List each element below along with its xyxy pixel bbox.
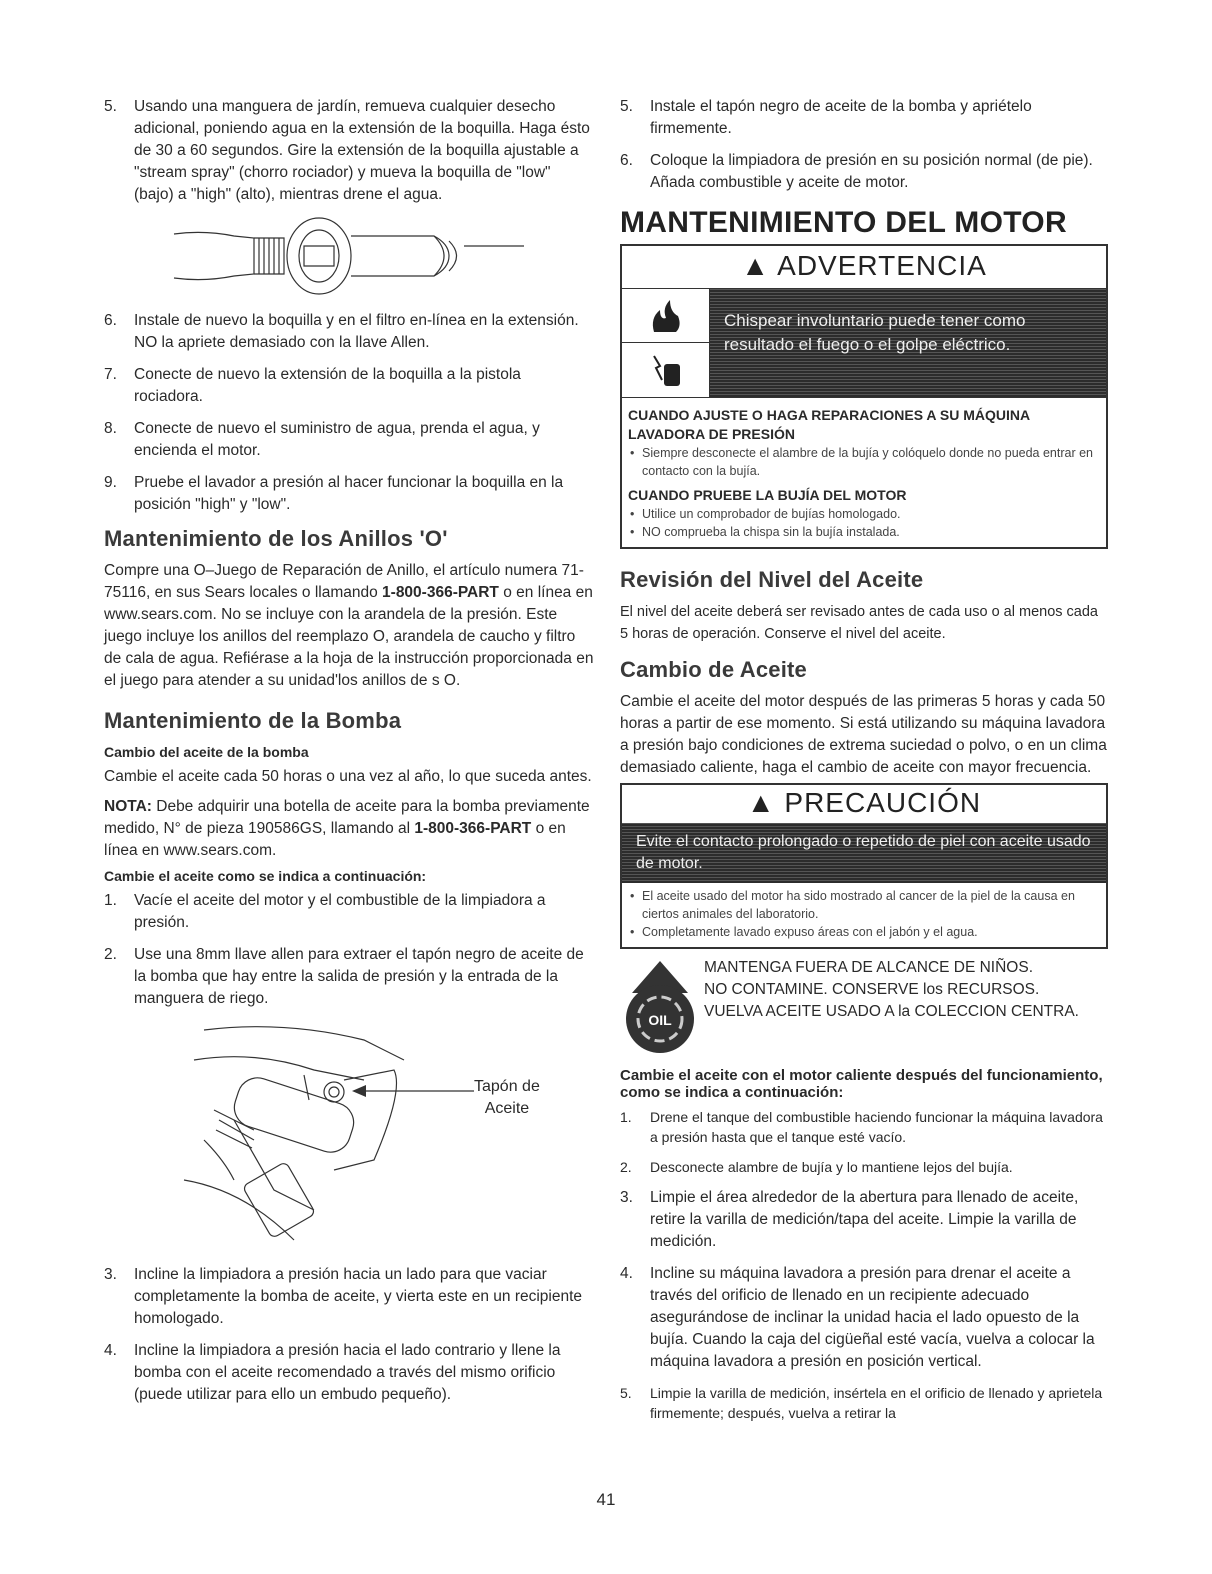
- warning-message: Chispear involuntario puede tener como resultado el fuego o el golpe eléctrico.: [710, 289, 1106, 397]
- phone-number: 1-800-366-PART: [414, 820, 532, 837]
- oil-change-heading: Cambio de Aceite: [620, 657, 807, 682]
- caution-message: Evite el contacto prolongado o repetido de piel con aceite usado de motor.: [622, 823, 1106, 883]
- nozzle-steps-a: [104, 96, 594, 206]
- list-item: 4. Incline la limpiadora a presión hacia el lado contrario y llene la bomba con el aceite recomendado a través del mismo orificio (puede utilizar para ello un embudo pequeño).: [104, 1342, 561, 1403]
- list-item: 2. Desconecte alambre de bujía y lo mantiene lejos del bujía.: [620, 1159, 1013, 1175]
- list-item: • Siempre desconecte el alambre de la bujía y colóquelo donde no pueda entrar en contacto con la bujía.: [628, 444, 1100, 480]
- list-item: • El aceite usado del motor ha sido mostrado al cancer de la piel de la causa en ciertos animales del laboratorio.: [628, 887, 1100, 923]
- nozzle-steps-b: [104, 310, 594, 516]
- motor-heading: MANTENIMIENTO DEL MOTOR: [620, 206, 1067, 239]
- pump-paragraph: Cambie el aceite cada 50 horas o una vez al año, lo que suceda antes.: [104, 768, 592, 785]
- recycle-badge-text: OIL: [648, 1012, 672, 1028]
- list-item: 1. Drene el tanque del combustible haciendo funcionar la máquina lavadora a presión hasta que el tanque esté vacío.: [620, 1109, 1103, 1145]
- pump-plug-illustration: [104, 1020, 594, 1250]
- phone-number: 1-800-366-PART: [382, 584, 499, 601]
- caution-body: [622, 883, 1106, 947]
- list-item: 6. Coloque la limpiadora de presión en su posición normal (de pie). Añada combustible y aceite de motor.: [620, 152, 1093, 191]
- list-item: 4. Incline su máquina lavadora a presión para drenar el aceite a través del orificio de llenado en un recipiente adecuado asegurándose de inclinar la unidad hacia el lado opuesto de la bujía. Cuando la caja del cigüeñal esté vacía, vuelva a colocar la máquina lavadora a presión en posición vertical.: [620, 1265, 1095, 1370]
- pump-steps-b: [104, 1264, 594, 1406]
- warning-row: [622, 289, 1106, 398]
- pump-steps-a: [104, 890, 594, 1010]
- pump-steps-c: [620, 96, 1108, 194]
- left-column: [104, 96, 594, 1416]
- pump-drawing: [104, 1020, 594, 1250]
- oil-change-steps: [620, 1107, 1108, 1423]
- recycle-notice: [620, 957, 1108, 1057]
- oil-level-heading: Revisión del Nivel del Aceite: [620, 567, 924, 592]
- pump-subheading: Cambio del aceite de la bomba: [104, 744, 309, 760]
- list-item: 7. Conecte de nuevo la extensión de la boquilla a la pistola rociadora.: [104, 366, 521, 405]
- list-item: 3. Incline la limpiadora a presión hacia un lado para que vaciar completamente la bomba de aceite, y vierta este en un recipiente homologado.: [104, 1266, 583, 1327]
- fire-icon: [622, 289, 709, 343]
- warning-title: ▲ ADVERTENCIA: [622, 246, 1106, 289]
- warning-body: CUANDO AJUSTE O HAGA REPARACIONES A SU MÁQUINA LAVADORA DE PRESIÓN • Siempre desconecte el alambre de la bujía y colóquelo donde no pueda entrar en contacto con la bujía. CUANDO PRUEBE LA BUJÍA DEL MOTOR • Utilice un comprobador de bujías homologado. • NO comprueba la chispa sin la bujía instalada.: [622, 398, 1106, 547]
- oring-heading: Mantenimiento de los Anillos 'O': [104, 526, 448, 551]
- list-item: 2. Use una 8mm llave allen para extraer el tapón negro de aceite de la bomba que hay entre la salida de presión y la entrada de la manguera de riego.: [104, 946, 584, 1007]
- right-column: [620, 96, 1108, 1433]
- oil-change-paragraph: Cambie el aceite del motor después de las primeras 5 horas y cada 50 horas a partir de ese momento. Si está utilizando su máquina lavadora a presión bajo condiciones de extrema suciedad o polvo, o en un clima demasiado caliente, haga el cambio de aceite con mayor frecuencia.: [620, 693, 1107, 776]
- list-item: 5. Limpie la varilla de medición, insértela en el orificio de llenado y aprietela firmemente; después, vuelva a retirar la: [620, 1385, 1103, 1421]
- plug-label: Tapón de Aceite: [474, 1078, 540, 1117]
- list-item: 5. Instale el tapón negro de aceite de la bomba y apriételo firmemente.: [620, 98, 1032, 137]
- page-number: 41: [596, 1490, 616, 1509]
- list-item: 9. Pruebe el lavador a presión al hacer funcionar la boquilla en la posición "high" y "low".: [104, 474, 564, 513]
- list-item: • Completamente lavado expuso áreas con el jabón y el agua.: [628, 923, 1100, 941]
- oil-level-paragraph: El nivel del aceite deberá ser revisado antes de cada uso o al menos cada 5 horas de operación. Conserve el nivel del aceite.: [620, 604, 1098, 642]
- caution-title: ▲ PRECAUCIÓN: [746, 787, 982, 818]
- recycle-oil-icon: [620, 957, 700, 1057]
- warning-box: [620, 244, 1108, 549]
- list-item: • NO comprueba la chispa sin la bujía instalada.: [628, 523, 1100, 541]
- alert-triangle-icon: ▲: [746, 787, 776, 818]
- hot-oil-subheading: Cambie el aceite con el motor caliente después del funcionamiento, como se indica a continuación:: [620, 1067, 1103, 1101]
- caution-box: [620, 783, 1108, 949]
- oring-paragraph: Compre una O–Juego de Reparación de Anillo, el artículo numera 71-75116, en sus Sears locales o llamando 1-800-366-PART o en línea en www.sears.com. No se incluye con la arandela de la presión. Este juego incluye los anillos del reemplazo O, arandela de caucho y filtro de cala de agua. Refiérase a la hoja de la instrucción proporcionada en el juego para atender a su unidad'los anillos de s O.: [104, 562, 594, 689]
- electric-shock-icon: [622, 343, 709, 397]
- list-item: 1. Vacíe el aceite del motor y el combustible de la limpiadora a presión.: [104, 892, 546, 931]
- nozzle-illustration: [104, 216, 594, 296]
- alert-triangle-icon: ▲: [741, 250, 770, 281]
- list-item: 5. Usando una manguera de jardín, remueva cualquier desecho adicional, poniendo agua en la extensión de la boquilla. Haga ésto de 30 a 60 segundos. Gire la extensión de la boquilla ajustable a "stream spray" (chorro rociador) y mueva la boquilla de "low" (bajo) a "high" (alto), mientras drene el agua.: [104, 98, 590, 203]
- list-item: • Utilice un comprobador de bujías homologado.: [628, 505, 1100, 523]
- pump-heading: Mantenimiento de la Bomba: [104, 708, 402, 733]
- change-oil-subheading: Cambie el aceite como se indica a continuación:: [104, 868, 427, 884]
- list-item: 6. Instale de nuevo la boquilla y en el filtro en-línea en la extensión. NO la apriete demasiado con la llave Allen.: [104, 312, 579, 351]
- nozzle-drawing: [104, 216, 594, 296]
- recycle-text: MANTENGA FUERA DE ALCANCE DE NIÑOS. NO CONTAMINE. CONSERVE los RECURSOS. VUELVA ACEITE USADO A la COLECCION CENTRA.: [704, 959, 1079, 1020]
- nota-paragraph: NOTA: Debe adquirir una botella de aceite para la bomba previamente medido, N° de pieza 190586GS, llamando al 1-800-366-PART o en línea en www.sears.com.: [104, 798, 590, 859]
- list-item: 8. Conecte de nuevo el suministro de agua, prenda el agua, y encienda el motor.: [104, 420, 540, 459]
- warning-icons: [622, 289, 710, 397]
- list-item: 3. Limpie el área alrededor de la abertura para llenado de aceite, retire la varilla de medición/tapa del aceite. Limpie la varilla de medición.: [620, 1189, 1079, 1250]
